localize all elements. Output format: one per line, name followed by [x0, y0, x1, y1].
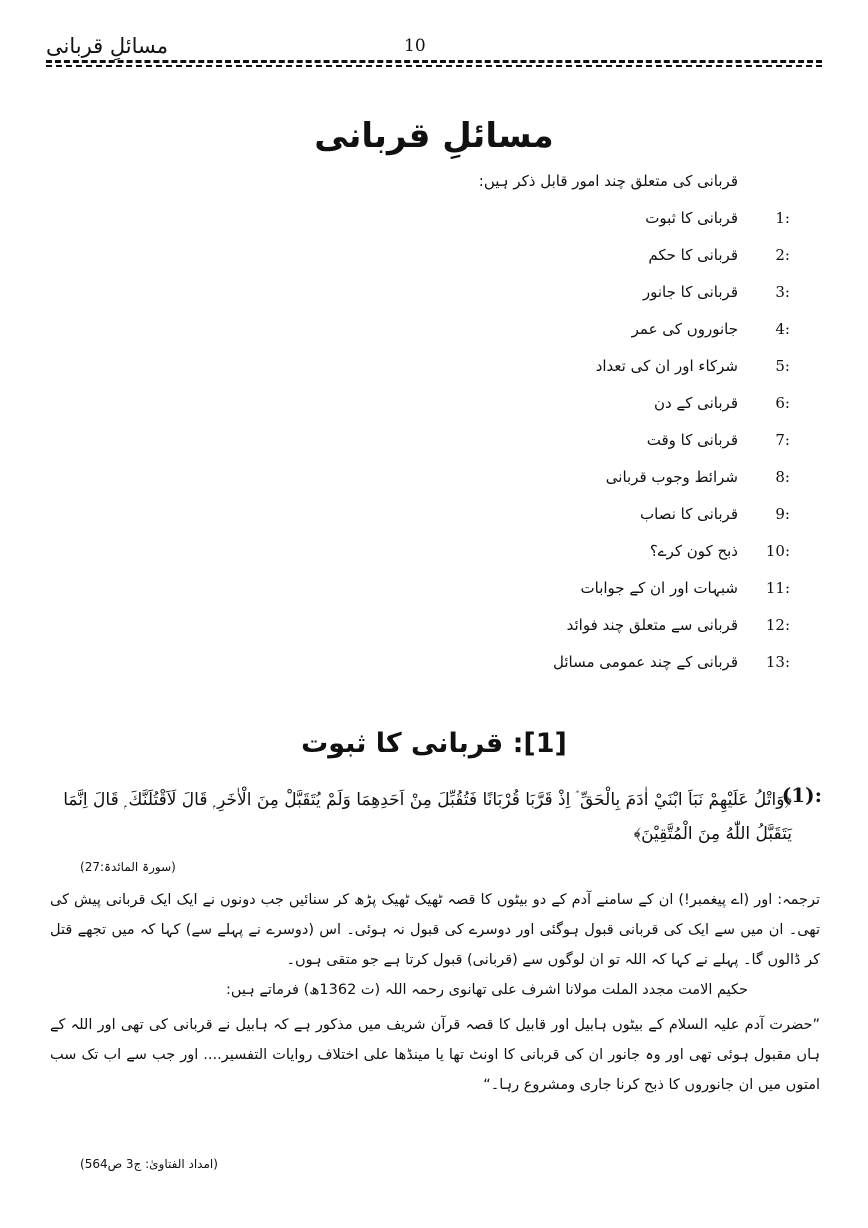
- topic-text: شبہات اور ان کے جوابات: [580, 579, 738, 597]
- topic-text: قربانی کا نصاب: [640, 505, 738, 523]
- topic-number: 9:: [775, 505, 790, 523]
- topic-number: 6:: [775, 394, 790, 412]
- topic-item: [632, 311, 790, 347]
- topic-text: جانوروں کی عمر: [631, 320, 738, 338]
- page-title: مسائلِ قربانی: [314, 116, 554, 156]
- topic-item: [654, 385, 790, 421]
- header-divider: [46, 60, 822, 63]
- topic-item: [596, 348, 790, 384]
- topic-text: شرکاء اور ان کی تعداد: [595, 357, 738, 375]
- topic-item: [640, 496, 790, 532]
- topic-item: [606, 459, 790, 495]
- topic-number: 11:: [765, 579, 790, 597]
- topic-number: 5:: [775, 357, 790, 375]
- topic-item: [648, 237, 790, 273]
- topic-text: قربانی سے متعلق چند فوائد: [566, 616, 738, 634]
- topic-text: قربانی کا وقت: [646, 431, 738, 449]
- topic-number: 3:: [775, 283, 790, 301]
- quote-reference: (امداد الفتاویٰ: ج3 ص564): [80, 1157, 218, 1171]
- topic-item: [643, 274, 790, 310]
- topic-text: قربانی کا جانور: [642, 283, 738, 301]
- verse-number: (1):: [781, 783, 822, 807]
- topic-number: 10:: [765, 542, 790, 560]
- topic-item: [553, 644, 790, 680]
- topic-text: ذبح کون کرے؟: [649, 542, 738, 560]
- topic-number: 4:: [775, 320, 790, 338]
- topic-number: 1:: [775, 209, 790, 227]
- topic-number: 2:: [775, 246, 790, 264]
- verse-reference: (سورۃ المائدۃ:27): [80, 860, 176, 874]
- topic-number: 8:: [775, 468, 790, 486]
- intro-text: قربانی کی متعلق چند امور قابل ذکر ہیں:: [478, 172, 738, 190]
- topic-text: قربانی کے چند عمومی مسائل: [553, 653, 738, 671]
- translation-paragraph: ترجمہ: اور (اے پیغمبر!) ان کے سامنے آدم کے دو بیٹوں کا قصہ ٹھیک ٹھیک پڑھ کر سنائیں جب دونوں نے ایک ایک قربانی پیش کی تھی۔ ان میں سے ایک کی قربانی قبول ہوگئی اور دوسرے کی قبول نہ ہوئی۔ اس (دوسرے نے پہلے سے) کہا کہ میں تجھے قتل کر ڈالوں گا۔ پہلے نے کہا کہ اللہ تو ان لوگوں سے (قربانی) قبول کرتا ہے جو متقی ہوں۔: [50, 892, 820, 968]
- topic-number: 13:: [765, 653, 790, 671]
- quote-intro: حکیم الامت مجدد الملت مولانا اشرف علی تھانوی رحمہ اللہ (ت 1362ھ) فرماتے ہیں:: [225, 982, 748, 998]
- section-heading: [1]: قربانی کا ثبوت: [301, 728, 567, 759]
- quote-paragraph: ”حضرت آدم علیہ السلام کے بیٹوں ہابیل اور قابیل کا قصہ قرآن شریف میں مذکور ہے کہ ہابیل نے قربانی کی تھی اور اللہ کے ہاں مقبول ہوئی تھی اور وہ جانور ان کی قربانی کا اونٹ تھا یا مینڈھا علی اختلاف روایات التفسیر.... اور جب سے اب تک سب امتوں میں ان جانوروں کا ذبح کرنا جاری ومشروع رہا۔“: [50, 1017, 820, 1093]
- quran-verse: ﴿وَاتْلُ عَلَيْهِمْ نَبَاَ ابْنَيْ اٰدَمَ بِالْحَقِّ ۘ اِذْ قَرَّبَا قُرْبَانًا فَتُقُبِّلَ مِنْ اَحَدِهِمَا وَلَمْ يُتَقَبَّلْ مِنَ الْاٰخَرِ ۭ قَالَ لَاَقْتُلَنَّكَ ۭ قَالَ اِنَّمَا يَتَقَبَّلُ اللّٰهُ مِنَ الْمُتَّقِيْنَ﴾: [63, 790, 792, 844]
- topic-item: [650, 533, 790, 569]
- running-header-title: مسائلِ قربانی: [46, 34, 169, 58]
- topic-text: قربانی کا حکم: [648, 246, 738, 264]
- topic-text: قربانی کا ثبوت: [645, 209, 738, 227]
- topic-item: [567, 607, 790, 643]
- topic-item: [645, 200, 790, 236]
- topic-number: 12:: [765, 616, 790, 634]
- topic-text: شرائط وجوب قربانی: [605, 468, 738, 486]
- topic-item: [647, 422, 790, 458]
- topic-item: [581, 570, 790, 606]
- header-divider-secondary: [46, 65, 822, 67]
- page-number: 10: [404, 36, 426, 56]
- topic-number: 7:: [775, 431, 790, 449]
- topic-text: قربانی کے دن: [653, 394, 738, 412]
